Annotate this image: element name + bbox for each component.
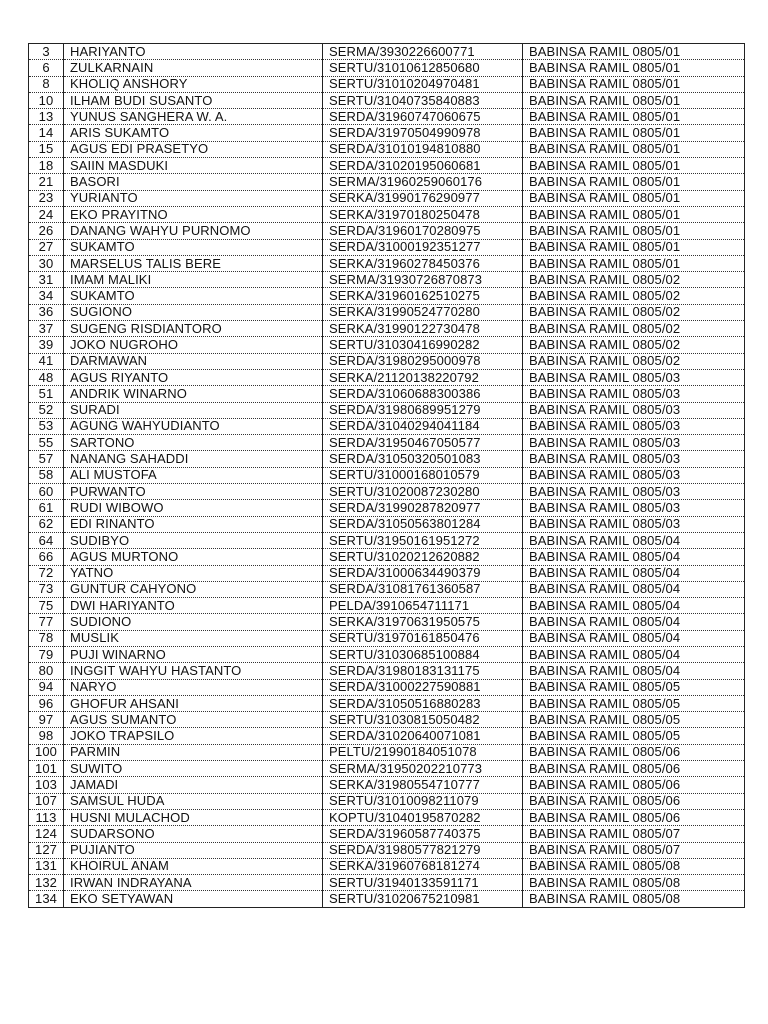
table-row [29,581,745,597]
name-cell: MARSELUS TALIS BERE [64,255,323,271]
name-cell: ALI MUSTOFA [64,467,323,483]
name-cell: NANANG SAHADDI [64,451,323,467]
rank-nrp-cell: SERDA/31081761360587 [323,581,523,597]
table-row [29,255,745,271]
row-number-cell: 39 [29,337,64,353]
rank-nrp-cell: SERMA/3930226600771 [323,44,523,60]
name-cell: KHOLIQ ANSHORY [64,76,323,92]
unit-cell: BABINSA RAMIL 0805/03 [523,516,745,532]
name-cell: PUJI WINARNO [64,646,323,662]
name-cell: DARMAWAN [64,353,323,369]
row-number-cell: 3 [29,44,64,60]
rank-nrp-cell: SERDA/31960747060675 [323,109,523,125]
row-number-cell: 48 [29,369,64,385]
table-row [29,44,745,60]
name-cell: HUSNI MULACHOD [64,809,323,825]
name-cell: IRWAN INDRAYANA [64,875,323,891]
rank-nrp-cell: SERMA/31950202210773 [323,761,523,777]
row-number-cell: 134 [29,891,64,907]
rank-nrp-cell: SERTU/31020087230280 [323,484,523,500]
table-row [29,353,745,369]
unit-cell: BABINSA RAMIL 0805/08 [523,858,745,874]
name-cell: AGUS SUMANTO [64,712,323,728]
unit-cell: BABINSA RAMIL 0805/01 [523,239,745,255]
rank-nrp-cell: SERDA/31050320501083 [323,451,523,467]
table-row [29,695,745,711]
rank-nrp-cell: SERDA/31020195060681 [323,158,523,174]
table-row [29,109,745,125]
row-number-cell: 15 [29,141,64,157]
name-cell: RUDI WIBOWO [64,500,323,516]
name-cell: JOKO TRAPSILO [64,728,323,744]
unit-cell: BABINSA RAMIL 0805/01 [523,44,745,60]
row-number-cell: 94 [29,679,64,695]
rank-nrp-cell: SERDA/31970504990978 [323,125,523,141]
rank-nrp-cell: SERTU/31030685100884 [323,646,523,662]
rank-nrp-cell: SERTU/31040735840883 [323,92,523,108]
unit-cell: BABINSA RAMIL 0805/05 [523,679,745,695]
unit-cell: BABINSA RAMIL 0805/01 [523,60,745,76]
table-row [29,549,745,565]
table-row [29,809,745,825]
rank-nrp-cell: SERTU/31020675210981 [323,891,523,907]
table-row [29,858,745,874]
rank-nrp-cell: SERTU/31000168010579 [323,467,523,483]
table-row [29,532,745,548]
unit-cell: BABINSA RAMIL 0805/01 [523,190,745,206]
rank-nrp-cell: SERKA/31960768181274 [323,858,523,874]
unit-cell: BABINSA RAMIL 0805/01 [523,158,745,174]
row-number-cell: 26 [29,223,64,239]
row-number-cell: 72 [29,565,64,581]
table-row [29,76,745,92]
unit-cell: BABINSA RAMIL 0805/01 [523,76,745,92]
unit-cell: BABINSA RAMIL 0805/01 [523,109,745,125]
personnel-table-body [29,44,745,908]
table-row [29,125,745,141]
row-number-cell: 23 [29,190,64,206]
rank-nrp-cell: SERDA/31980689951279 [323,402,523,418]
row-number-cell: 60 [29,484,64,500]
unit-cell: BABINSA RAMIL 0805/08 [523,875,745,891]
unit-cell: BABINSA RAMIL 0805/03 [523,386,745,402]
rank-nrp-cell: SERKA/31990176290977 [323,190,523,206]
rank-nrp-cell: SERTU/31010204970481 [323,76,523,92]
row-number-cell: 37 [29,321,64,337]
table-row [29,484,745,500]
table-row [29,679,745,695]
document-page [28,43,744,908]
unit-cell: BABINSA RAMIL 0805/04 [523,532,745,548]
rank-nrp-cell: SERKA/31970631950575 [323,614,523,630]
rank-nrp-cell: SERDA/31050563801284 [323,516,523,532]
rank-nrp-cell: PELDA/3910654711171 [323,598,523,614]
table-row [29,418,745,434]
name-cell: ZULKARNAIN [64,60,323,76]
name-cell: AGUS MURTONO [64,549,323,565]
unit-cell: BABINSA RAMIL 0805/06 [523,777,745,793]
table-row [29,337,745,353]
unit-cell: BABINSA RAMIL 0805/01 [523,141,745,157]
name-cell: YUNUS SANGHERA W. A. [64,109,323,125]
rank-nrp-cell: SERKA/31960162510275 [323,288,523,304]
row-number-cell: 27 [29,239,64,255]
table-row [29,842,745,858]
row-number-cell: 58 [29,467,64,483]
rank-nrp-cell: SERKA/31980554710777 [323,777,523,793]
unit-cell: BABINSA RAMIL 0805/04 [523,646,745,662]
rank-nrp-cell: SERDA/31010194810880 [323,141,523,157]
table-row [29,744,745,760]
rank-nrp-cell: PELTU/21990184051078 [323,744,523,760]
row-number-cell: 10 [29,92,64,108]
unit-cell: BABINSA RAMIL 0805/06 [523,793,745,809]
row-number-cell: 24 [29,206,64,222]
rank-nrp-cell: SERDA/31050516880283 [323,695,523,711]
unit-cell: BABINSA RAMIL 0805/04 [523,549,745,565]
table-row [29,712,745,728]
rank-nrp-cell: SERTU/31010612850680 [323,60,523,76]
name-cell: SUDIONO [64,614,323,630]
rank-nrp-cell: SERDA/31950467050577 [323,435,523,451]
name-cell: SUDIBYO [64,532,323,548]
row-number-cell: 96 [29,695,64,711]
table-row [29,451,745,467]
unit-cell: BABINSA RAMIL 0805/01 [523,255,745,271]
unit-cell: BABINSA RAMIL 0805/04 [523,598,745,614]
table-row [29,435,745,451]
row-number-cell: 34 [29,288,64,304]
table-row [29,206,745,222]
row-number-cell: 131 [29,858,64,874]
table-row [29,369,745,385]
table-row [29,321,745,337]
unit-cell: BABINSA RAMIL 0805/01 [523,223,745,239]
rank-nrp-cell: SERDA/31960587740375 [323,826,523,842]
name-cell: KHOIRUL ANAM [64,858,323,874]
name-cell: GUNTUR CAHYONO [64,581,323,597]
row-number-cell: 132 [29,875,64,891]
row-number-cell: 78 [29,630,64,646]
rank-nrp-cell: SERKA/31970180250478 [323,206,523,222]
rank-nrp-cell: SERDA/31980577821279 [323,842,523,858]
row-number-cell: 21 [29,174,64,190]
table-row [29,92,745,108]
name-cell: SAMSUL HUDA [64,793,323,809]
unit-cell: BABINSA RAMIL 0805/03 [523,369,745,385]
row-number-cell: 57 [29,451,64,467]
row-number-cell: 103 [29,777,64,793]
table-row [29,500,745,516]
name-cell: SUWITO [64,761,323,777]
rank-nrp-cell: SERTU/31970161850476 [323,630,523,646]
row-number-cell: 53 [29,418,64,434]
row-number-cell: 124 [29,826,64,842]
row-number-cell: 101 [29,761,64,777]
name-cell: HARIYANTO [64,44,323,60]
rank-nrp-cell: SERDA/31000227590881 [323,679,523,695]
row-number-cell: 66 [29,549,64,565]
table-row [29,826,745,842]
unit-cell: BABINSA RAMIL 0805/04 [523,663,745,679]
unit-cell: BABINSA RAMIL 0805/06 [523,761,745,777]
name-cell: SURADI [64,402,323,418]
unit-cell: BABINSA RAMIL 0805/04 [523,581,745,597]
unit-cell: BABINSA RAMIL 0805/03 [523,435,745,451]
row-number-cell: 31 [29,272,64,288]
personnel-table [28,43,745,908]
rank-nrp-cell: SERDA/31980295000978 [323,353,523,369]
unit-cell: BABINSA RAMIL 0805/03 [523,418,745,434]
rank-nrp-cell: SERDA/31040294041184 [323,418,523,434]
unit-cell: BABINSA RAMIL 0805/05 [523,712,745,728]
unit-cell: BABINSA RAMIL 0805/03 [523,467,745,483]
row-number-cell: 62 [29,516,64,532]
table-row [29,223,745,239]
unit-cell: BABINSA RAMIL 0805/01 [523,174,745,190]
row-number-cell: 97 [29,712,64,728]
name-cell: EKO PRAYITNO [64,206,323,222]
table-row [29,630,745,646]
name-cell: ARIS SUKAMTO [64,125,323,141]
rank-nrp-cell: SERTU/31030815050482 [323,712,523,728]
unit-cell: BABINSA RAMIL 0805/04 [523,630,745,646]
rank-nrp-cell: SERDA/31000634490379 [323,565,523,581]
unit-cell: BABINSA RAMIL 0805/01 [523,92,745,108]
unit-cell: BABINSA RAMIL 0805/07 [523,826,745,842]
rank-nrp-cell: SERDA/31960170280975 [323,223,523,239]
row-number-cell: 79 [29,646,64,662]
name-cell: ANDRIK WINARNO [64,386,323,402]
row-number-cell: 127 [29,842,64,858]
rank-nrp-cell: SERTU/31030416990282 [323,337,523,353]
unit-cell: BABINSA RAMIL 0805/02 [523,337,745,353]
row-number-cell: 61 [29,500,64,516]
table-row [29,875,745,891]
name-cell: SUKAMTO [64,288,323,304]
name-cell: SUKAMTO [64,239,323,255]
unit-cell: BABINSA RAMIL 0805/03 [523,484,745,500]
rank-nrp-cell: SERDA/31990287820977 [323,500,523,516]
table-row [29,891,745,907]
name-cell: BASORI [64,174,323,190]
name-cell: GHOFUR AHSANI [64,695,323,711]
name-cell: EDI RINANTO [64,516,323,532]
unit-cell: BABINSA RAMIL 0805/03 [523,451,745,467]
unit-cell: BABINSA RAMIL 0805/06 [523,809,745,825]
table-row [29,598,745,614]
name-cell: PURWANTO [64,484,323,500]
unit-cell: BABINSA RAMIL 0805/01 [523,125,745,141]
rank-nrp-cell: SERTU/31010098211079 [323,793,523,809]
table-row [29,190,745,206]
name-cell: SUDARSONO [64,826,323,842]
row-number-cell: 64 [29,532,64,548]
name-cell: SUGENG RISDIANTORO [64,321,323,337]
unit-cell: BABINSA RAMIL 0805/02 [523,288,745,304]
name-cell: SARTONO [64,435,323,451]
rank-nrp-cell: SERTU/31940133591171 [323,875,523,891]
row-number-cell: 36 [29,304,64,320]
table-row [29,402,745,418]
row-number-cell: 100 [29,744,64,760]
name-cell: JAMADI [64,777,323,793]
unit-cell: BABINSA RAMIL 0805/05 [523,728,745,744]
row-number-cell: 6 [29,60,64,76]
row-number-cell: 113 [29,809,64,825]
name-cell: DWI HARIYANTO [64,598,323,614]
unit-cell: BABINSA RAMIL 0805/05 [523,695,745,711]
name-cell: AGUNG WAHYUDIANTO [64,418,323,434]
rank-nrp-cell: SERDA/31060688300386 [323,386,523,402]
rank-nrp-cell: SERTU/31020212620882 [323,549,523,565]
row-number-cell: 8 [29,76,64,92]
name-cell: PUJIANTO [64,842,323,858]
table-row [29,141,745,157]
rank-nrp-cell: SERKA/21120138220792 [323,369,523,385]
table-row [29,288,745,304]
row-number-cell: 13 [29,109,64,125]
rank-nrp-cell: SERDA/31020640071081 [323,728,523,744]
table-row [29,467,745,483]
name-cell: DANANG WAHYU PURNOMO [64,223,323,239]
rank-nrp-cell: SERMA/31930726870873 [323,272,523,288]
name-cell: SUGIONO [64,304,323,320]
name-cell: IMAM MALIKI [64,272,323,288]
table-row [29,174,745,190]
table-row [29,614,745,630]
rank-nrp-cell: SERKA/31990524770280 [323,304,523,320]
unit-cell: BABINSA RAMIL 0805/08 [523,891,745,907]
name-cell: EKO SETYAWAN [64,891,323,907]
rank-nrp-cell: SERMA/31960259060176 [323,174,523,190]
unit-cell: BABINSA RAMIL 0805/01 [523,206,745,222]
unit-cell: BABINSA RAMIL 0805/02 [523,353,745,369]
name-cell: PARMIN [64,744,323,760]
row-number-cell: 73 [29,581,64,597]
name-cell: ILHAM BUDI SUSANTO [64,92,323,108]
table-row [29,728,745,744]
table-row [29,565,745,581]
row-number-cell: 30 [29,255,64,271]
rank-nrp-cell: KOPTU/31040195870282 [323,809,523,825]
name-cell: YURIANTO [64,190,323,206]
row-number-cell: 75 [29,598,64,614]
row-number-cell: 80 [29,663,64,679]
row-number-cell: 18 [29,158,64,174]
name-cell: INGGIT WAHYU HASTANTO [64,663,323,679]
row-number-cell: 107 [29,793,64,809]
unit-cell: BABINSA RAMIL 0805/03 [523,402,745,418]
unit-cell: BABINSA RAMIL 0805/02 [523,321,745,337]
name-cell: MUSLIK [64,630,323,646]
unit-cell: BABINSA RAMIL 0805/06 [523,744,745,760]
table-row [29,793,745,809]
table-row [29,158,745,174]
row-number-cell: 14 [29,125,64,141]
row-number-cell: 51 [29,386,64,402]
name-cell: AGUS RIYANTO [64,369,323,385]
table-row [29,386,745,402]
table-row [29,272,745,288]
table-row [29,663,745,679]
table-row [29,304,745,320]
row-number-cell: 41 [29,353,64,369]
name-cell: AGUS EDI PRASETYO [64,141,323,157]
rank-nrp-cell: SERKA/31960278450376 [323,255,523,271]
name-cell: JOKO NUGROHO [64,337,323,353]
row-number-cell: 98 [29,728,64,744]
rank-nrp-cell: SERDA/31000192351277 [323,239,523,255]
unit-cell: BABINSA RAMIL 0805/02 [523,304,745,320]
table-row [29,761,745,777]
name-cell: YATNO [64,565,323,581]
row-number-cell: 77 [29,614,64,630]
rank-nrp-cell: SERKA/31990122730478 [323,321,523,337]
rank-nrp-cell: SERDA/31980183131175 [323,663,523,679]
table-row [29,646,745,662]
row-number-cell: 55 [29,435,64,451]
table-row [29,239,745,255]
table-row [29,777,745,793]
unit-cell: BABINSA RAMIL 0805/04 [523,614,745,630]
name-cell: SAIIN MASDUKI [64,158,323,174]
name-cell: NARYO [64,679,323,695]
unit-cell: BABINSA RAMIL 0805/02 [523,272,745,288]
table-row [29,60,745,76]
row-number-cell: 52 [29,402,64,418]
unit-cell: BABINSA RAMIL 0805/03 [523,500,745,516]
unit-cell: BABINSA RAMIL 0805/07 [523,842,745,858]
table-row [29,516,745,532]
unit-cell: BABINSA RAMIL 0805/04 [523,565,745,581]
rank-nrp-cell: SERTU/31950161951272 [323,532,523,548]
